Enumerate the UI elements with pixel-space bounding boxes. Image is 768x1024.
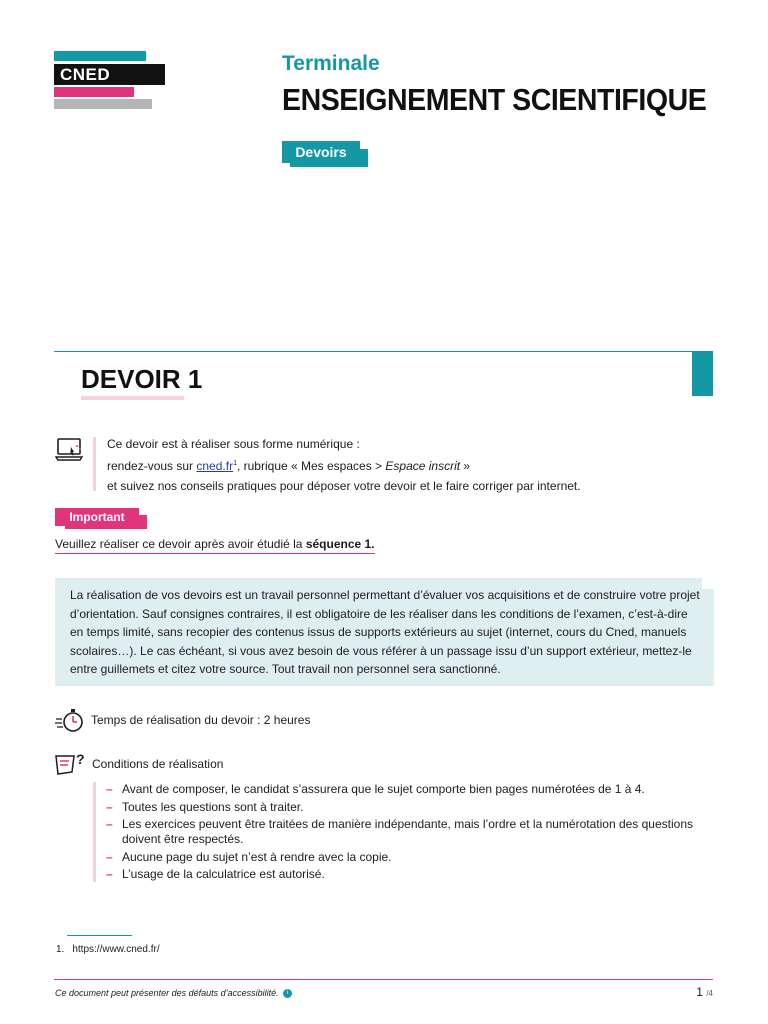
logo-bar-teal [54,51,146,61]
devoir-title: DEVOIR 1 [81,364,203,394]
notice-line-3: et suivez nos conseils pratiques pour déposer votre devoir et le faire corriger par internet. [107,479,581,493]
logo-bar-black [54,64,165,85]
footnote-rule [67,935,132,936]
devoir-title-underline [81,396,184,400]
footnote-url[interactable]: https://www.cned.fr/ [72,944,160,955]
notice-accent-bar [93,437,96,491]
list-item: – Aucune page du sujet n’est à rendre avec la copie. [106,849,392,864]
logo-bar-pink [54,87,134,97]
cned-logo [54,51,166,111]
devoirs-tag-label: Devoirs [282,141,360,163]
conditions-icon [54,750,86,778]
list-item: – L’usage de la calculatrice est autorisé. [106,867,325,881]
logo-bar-grey [54,99,152,109]
time-text: Temps de réalisation du devoir : 2 heures [91,713,311,727]
stopwatch-icon [54,707,86,734]
section-rule [54,351,704,352]
section-rule-block [692,351,713,396]
subject-title: ENSEIGNEMENT SCIENTIFIQUE [282,82,707,117]
notice-line-1: Ce devoir est à réaliser sous forme numérique : [107,437,360,451]
svg-text:?: ? [76,751,85,767]
important-tag [55,508,147,530]
list-item: – Toutes les questions sont à traiter. [106,799,304,814]
conditions-list [106,782,706,885]
footer-rule [54,979,713,980]
footnote: 1. https://www.cned.fr/ [56,944,160,955]
footnote-ref[interactable]: 1 [233,460,237,467]
level-title: Terminale [282,52,380,75]
important-label: Important [55,508,139,526]
notice-line-2: rendez-vous sur $cned.fr^1$, rubrique « Mes espaces > Espace inscrit » [107,459,471,473]
list-item: – Avant de composer, le candidat s’assurera que le sujet comporte bien pages numérotées de 1 à 4. [106,782,645,796]
conditions-accent-bar [93,782,96,882]
important-text: Veuillez réaliser ce devoir après avoir étudié la séquence 1. [55,537,375,554]
info-box-text: La réalisation de vos devoirs est un travail personnel permettant d’évaluer vos acquisitions et de construire votre projet d’orientation. Sauf consignes contraires, il est obligatoire de les réaliser dans les conditions de l’examen, c’est-à-dire en temps limité, sans recopier des contenus issus de supports extérieurs au sujet (internet, cours du Cned, manuels scolaires…). Le cas échéant, si vous avez besoin de vous référer à un passage issu d’un support extérieur, mettez-le entre guillemets et citez votre source. Tout travail non personnel sera sanctionné. [70,588,700,676]
cned-link[interactable]: cned.fr [196,459,234,473]
list-item: – Les exercices peuvent être traitées de manière indépendante, mais l’ordre et la numérotation des questions doivent être respectés. [106,817,694,846]
laptop-icon [55,437,85,463]
devoirs-tag [282,139,369,168]
page-number: 1 /4 [696,985,713,999]
info-icon[interactable]: i [283,989,292,998]
digital-notice [107,434,581,496]
conditions-title: Conditions de réalisation [92,757,224,771]
logo-text: CNED [60,65,111,84]
accessibility-notice: Ce document peut présenter des défauts d’accessibilité. i [55,988,292,998]
